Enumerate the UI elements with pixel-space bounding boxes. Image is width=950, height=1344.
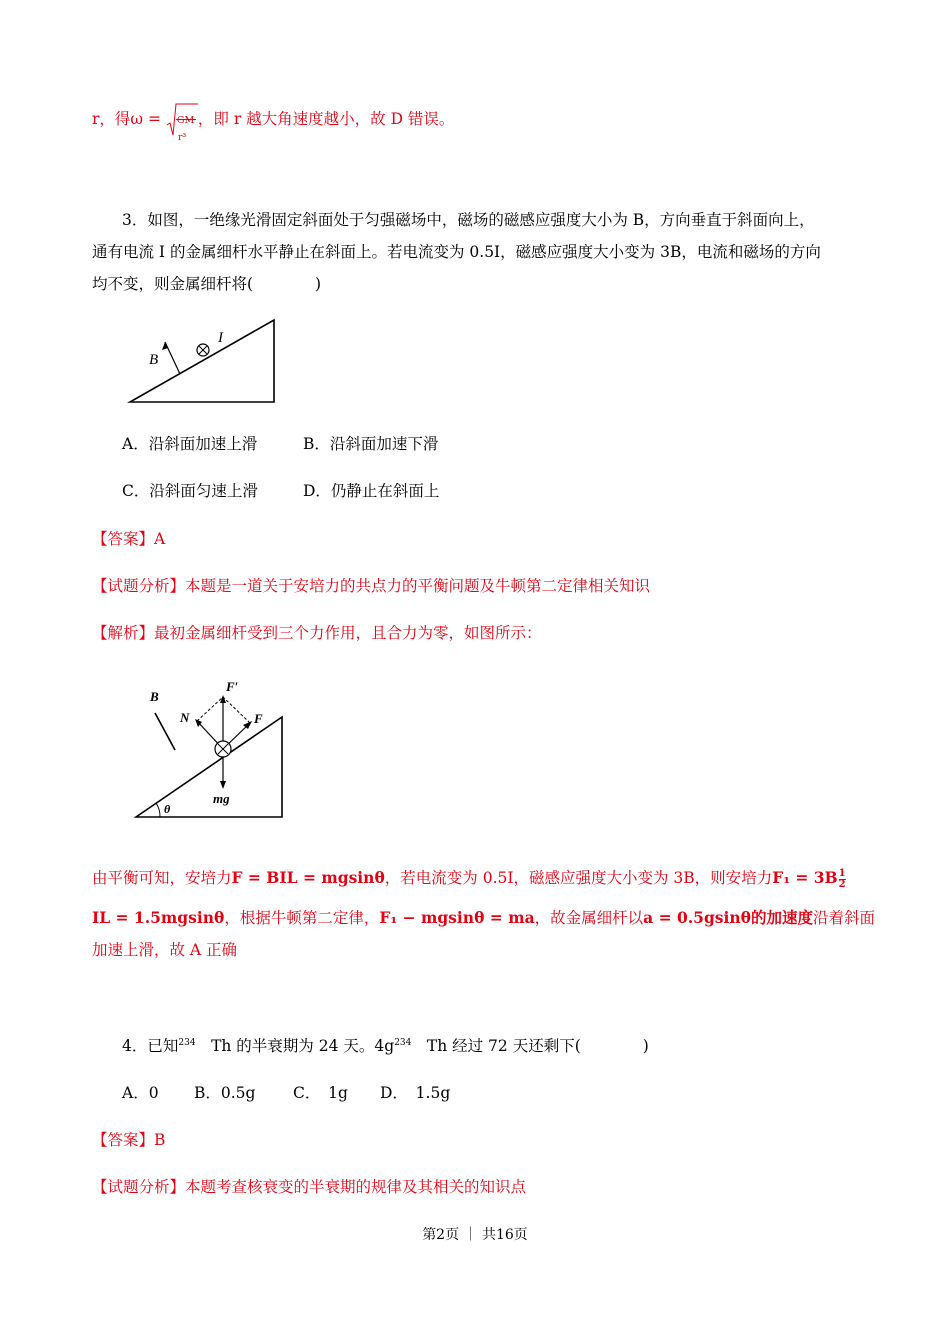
label-i: I [218, 330, 223, 346]
q3-analysis: 【试题分析】本题是一道关于安培力的共点力的平衡问题及牛顿第二定律相关知识 [92, 577, 651, 595]
q4-stem: 4．已知$^{234}$ Th 的半衰期为 24 天。$4g^{234}$ Th 经过 72 天还剩下( ) [122, 1037, 649, 1055]
incline-triangle-2 [136, 717, 282, 817]
svg-text:mg: mg [213, 791, 230, 806]
q3-option-a: A．沿斜面加速上滑 [122, 435, 258, 453]
q3-option-d: D．仍静止在斜面上 [303, 482, 440, 500]
q4-option-b: B．0.5g [194, 1084, 256, 1102]
q3-solution-line-1: 由平衡可知，安培力F = BIL = mgsinθ，若电流变为 0.5I，磁感应强度大小变为 3B，则安培力F₁ = 3B $\frac{1}{2}$ [92, 867, 846, 890]
field-b-line [155, 713, 175, 750]
q3-incline-figure [120, 312, 290, 412]
q4-option-d: D． 1.5g [380, 1084, 451, 1102]
q3-solution-line-2: IL = 1.5mgsinθ，根据牛顿第二定律，F₁ − mgsinθ = ma，故金属细杆以a = 0.5gsinθ的加速度沿着斜面 [92, 908, 876, 927]
q4-option-c: C． 1g [293, 1084, 348, 1102]
q3-line-1: 3．如图，一绝缘光滑固定斜面处于匀强磁场中，磁场的磁感应强度大小为 B，方向垂直于斜面向上， [122, 211, 815, 229]
svg-text:N: N [180, 710, 190, 725]
label-b: B [149, 352, 159, 368]
q3-option-b: B．沿斜面加速下滑 [303, 435, 439, 453]
q4-answer: 【答案】B [92, 1131, 166, 1149]
q3-solution-head: 【解析】最初金属细杆受到三个力作用，且合力为零，如图所示： [92, 624, 542, 642]
sqrt-fraction: GM r³ [166, 103, 198, 137]
svg-text:θ: θ [164, 802, 171, 816]
q3-line-2: 通有电流 I 的金属细杆水平静止在斜面上。若电流变为 0.5I，磁感应强度大小变为 3B，电流和磁场的方向 [92, 243, 821, 261]
svg-text:F′: F′ [226, 679, 239, 694]
half-fraction: $\frac{1}{2}$ [838, 867, 846, 890]
q3-force-diagram [130, 675, 290, 825]
q3-line-3: 均不变，则金属细杆将( ) [92, 275, 322, 293]
svg-text:B: B [150, 689, 159, 704]
q3-option-c: C．沿斜面匀速上滑 [122, 482, 258, 500]
svg-text:F: F [254, 711, 263, 726]
q4-option-a: A．0 [122, 1084, 159, 1102]
q3-answer: 【答案】A [92, 530, 166, 548]
omega-conclusion: r，得ω = GM r³ ，即 r 越大角速度越小，故 D 错误。 [92, 102, 882, 137]
page-footer: 第2页 ｜ 共16页 [422, 1227, 528, 1243]
q3-solution-line-3: 加速上滑，故 A 正确 [92, 941, 238, 959]
q4-analysis: 【试题分析】本题考查核衰变的半衰期的规律及其相关的知识点 [92, 1178, 527, 1196]
